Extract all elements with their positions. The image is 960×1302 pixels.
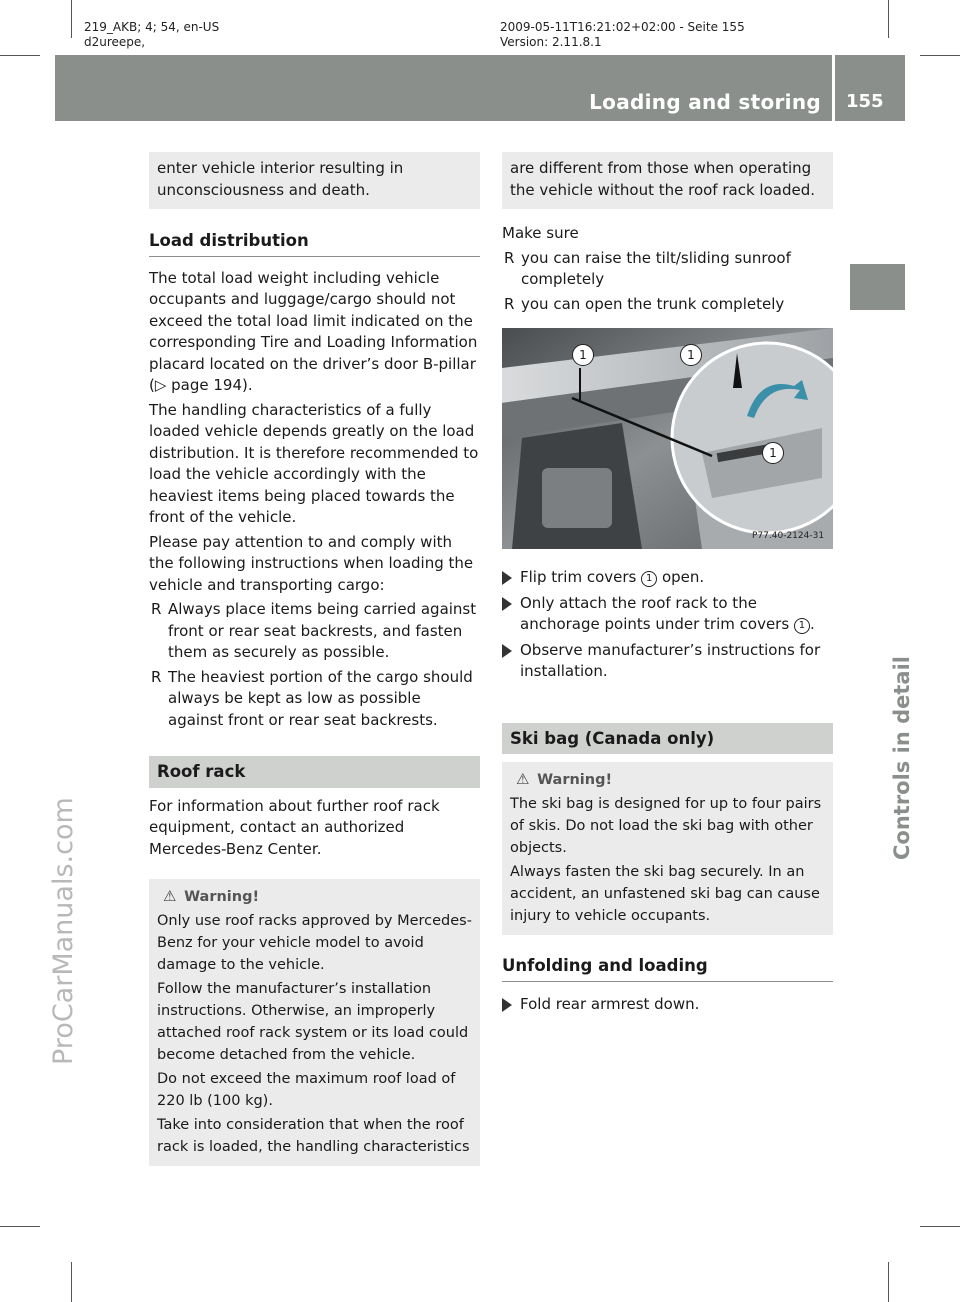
roof-rack-heading: Roof rack [149, 756, 480, 788]
instruction-step [502, 593, 833, 636]
crop-mark [71, 1262, 72, 1302]
warning-triangle-icon: ⚠ [163, 887, 177, 905]
bullet-glyph: R [151, 600, 162, 618]
warning-text: Take into consideration that when the roof rack is loaded, the handling characteristics [157, 1117, 470, 1155]
step-arrow-icon [502, 998, 512, 1012]
paragraph: Make sure [502, 224, 579, 242]
chapter-label-wrap [846, 320, 914, 860]
crop-mark [71, 0, 72, 38]
callout-1: 1 [572, 344, 594, 366]
ski-bag-warning [502, 762, 833, 935]
ski-bag-heading: Ski bag (Canada only) [502, 723, 833, 755]
page-header [55, 55, 905, 121]
roof-rack-illustration [502, 328, 833, 549]
unfolding-heading: Unfolding and loading [502, 955, 833, 982]
bullet-glyph: R [504, 294, 515, 313]
page-title: Loading and storing [589, 90, 821, 114]
warning-heading [510, 768, 825, 791]
list-item-text: The heaviest portion of the cargo should always be kept as low as possible against front or rear seat backrests. [168, 667, 473, 729]
step-text: Observe manufacturer’s instructions for installation. [520, 640, 821, 680]
warning-continuation [502, 152, 833, 209]
meta-line: 2009-05-11T16:21:02+02:00 - Seite 155 [500, 20, 745, 34]
chapter-tab [850, 264, 905, 310]
page-number: 155 [846, 91, 884, 112]
warning-text: The ski bag is designed for up to four pairs of skis. Do not load the ski bag with other objects. [510, 796, 822, 856]
warning-label: Warning! [537, 772, 613, 788]
crop-mark [920, 1226, 960, 1227]
image-code: P77.40-2124-31 [752, 531, 825, 541]
crop-mark [888, 0, 889, 38]
step-arrow-icon [502, 597, 512, 611]
list-item [502, 294, 833, 316]
warning-text: enter vehicle interior resulting in unconsciousness and death. [157, 159, 404, 199]
step-text: open. [661, 568, 705, 586]
callout-1: 1 [641, 571, 657, 587]
paragraph: For information about further roof rack equipment, contact an authorized Mercedes-Benz Center. [149, 796, 440, 858]
watermark-wrap [0, 0, 79, 1302]
step-text: Fold rear armrest down. [520, 994, 700, 1013]
warning-text: are different from those when operating the vehicle without the roof rack loaded. [510, 159, 815, 199]
watermark: ProCarManuals.com [48, 797, 79, 1065]
list-item-text: you can open the trunk completely [521, 294, 785, 313]
warning-triangle-icon: ⚠ [516, 770, 530, 788]
header-separator [832, 55, 835, 121]
paragraph: The total load weight including vehicle occupants and luggage/cargo should not exceed the total load limit indicated on the corresponding Tire and Loading Information placard located on the driver’s door B-pillar (▷ page 194). [149, 268, 478, 394]
roof-trim-cover-photo [502, 328, 833, 549]
roof-rack-warning [149, 879, 480, 1166]
meta-line: d2ureepe, [84, 35, 146, 49]
print-meta-left [84, 20, 219, 50]
warning-label: Warning! [184, 889, 260, 905]
load-distribution-heading: Load distribution [149, 230, 480, 257]
bullet-glyph: R [151, 667, 162, 686]
right-column [502, 152, 833, 1019]
warning-text: Do not exceed the maximum roof load of 220 lb (100 kg). [157, 1071, 456, 1109]
paragraph: Please pay attention to and comply with the following instructions when loading the vehicle and transporting cargo: [149, 532, 474, 594]
list-item [149, 599, 480, 664]
list-item-text: Always place items being carried against front or rear seat backrests, and fasten them as securely as possible. [168, 600, 477, 661]
warning-text: Only use roof racks approved by Mercedes-Benz for your vehicle model to avoid damage to the vehicle. [157, 913, 472, 973]
meta-line: 219_AKB; 4; 54, en-US [84, 20, 220, 34]
warning-continuation [149, 152, 480, 209]
list-item-text: you can raise the tilt/sliding sunroof completely [521, 248, 791, 288]
callout-1: 1 [680, 344, 702, 366]
warning-text: Always fasten the ski bag securely. In an accident, an unfastened ski bag can cause injury to vehicle occupants. [510, 864, 820, 924]
chapter-label: Controls in detail [890, 656, 914, 860]
callout-1: 1 [762, 442, 784, 464]
warning-text: Follow the manufacturer’s installation instructions. Otherwise, an improperly attached roof rack system or its load could become detached from the vehicle. [157, 981, 469, 1063]
list-item [502, 248, 833, 291]
crop-mark [920, 55, 960, 56]
step-text: . [809, 615, 815, 633]
step-arrow-icon [502, 644, 512, 658]
warning-heading [157, 885, 472, 908]
instruction-step [502, 567, 833, 589]
step-arrow-icon [502, 571, 512, 585]
instruction-step [502, 994, 833, 1016]
crop-mark [888, 1262, 889, 1302]
callout-1: 1 [794, 618, 810, 634]
step-text: Flip trim covers [520, 568, 637, 586]
bullet-glyph: R [504, 248, 515, 267]
print-meta-right [500, 20, 745, 50]
step-text: Only attach the roof rack to the anchorage points under trim covers [520, 593, 790, 633]
paragraph: The handling characteristics of a fully loaded vehicle depends greatly on the load distribution. It is therefore recommended to load the vehicle accordingly with the heaviest items being placed towards the front of the vehicle. [149, 400, 479, 526]
instruction-step [502, 640, 833, 683]
left-column [149, 152, 480, 1166]
meta-line: Version: 2.11.8.1 [500, 35, 602, 49]
list-item [149, 667, 480, 732]
